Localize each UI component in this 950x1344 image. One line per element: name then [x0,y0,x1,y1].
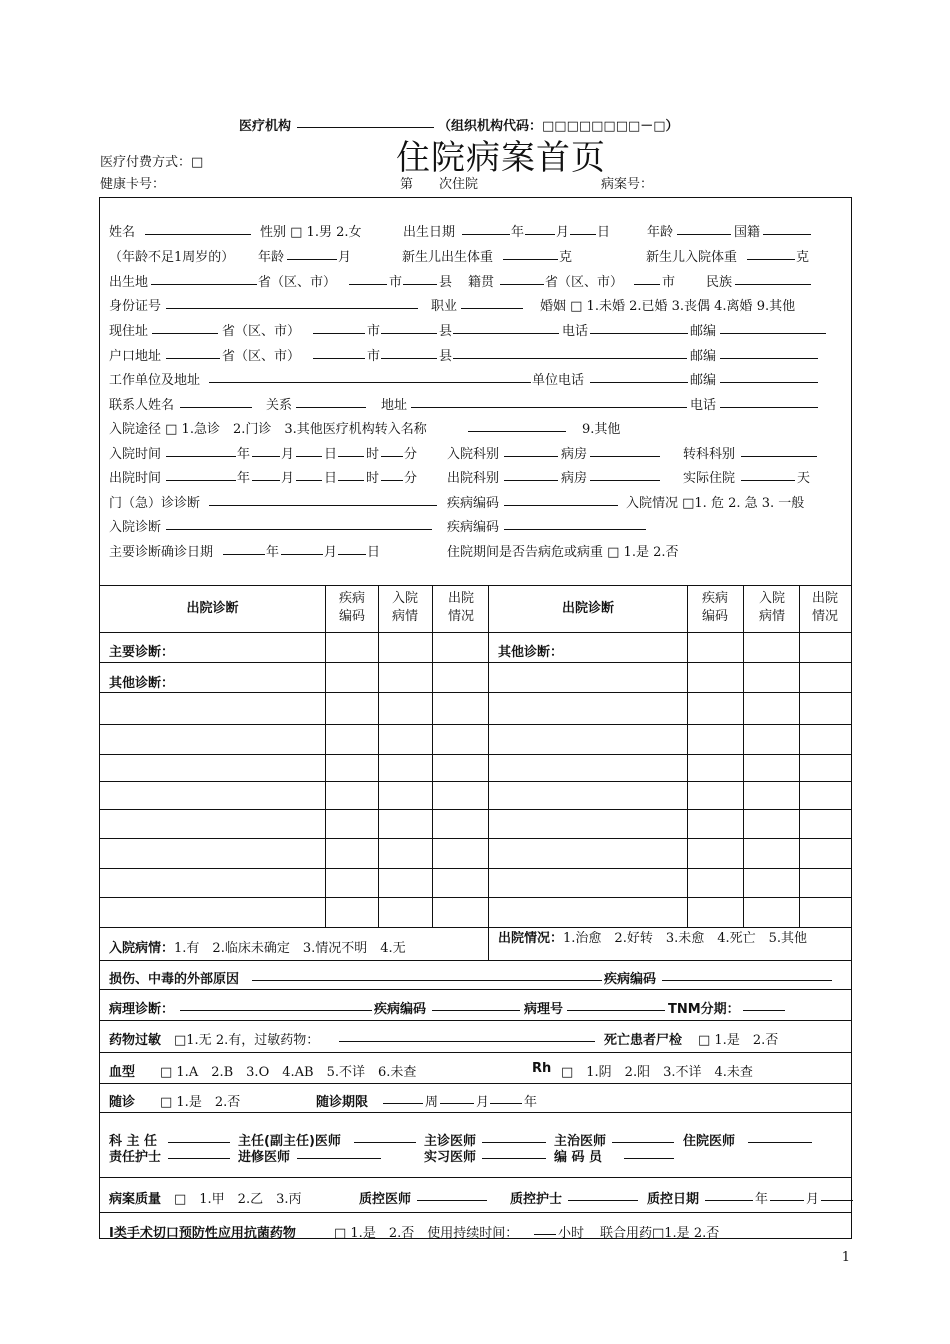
hukou-county-field[interactable] [381,345,437,359]
tnm-field[interactable] [743,997,785,1011]
admit-route-field[interactable]: 入院途径 □ 1.急诊 2.门诊 3.其他医疗机构转入名称 [109,422,427,437]
injury-code-field[interactable] [662,967,832,981]
rh-field[interactable]: □ 1.阴 2.阳 3.不详 4.未查 [561,1065,753,1080]
name-field[interactable] [145,221,251,235]
nurse-label: 责任护士 [109,1150,162,1165]
id-field[interactable] [166,295,418,309]
marriage-field[interactable]: 婚姻 □ 1.未婚 2.已婚 3.丧偶 4.离婚 9.其他 [540,299,796,314]
out-condition-row[interactable] [498,931,848,959]
antibiotic-field[interactable]: □ 1.是 2.否 使用持续时间： [334,1226,519,1241]
unit-phone-field[interactable] [590,369,688,383]
discharge-dept-label: 出院科别 [447,471,500,486]
admit-day-field[interactable] [296,443,322,457]
patho-diag-field[interactable] [180,997,372,1011]
id-label: 身份证号 [109,299,162,314]
discharge-day-field[interactable] [296,467,322,481]
discharge-dept-field[interactable] [504,467,558,481]
work-unit-label: 工作单位及地址 [109,373,201,388]
outpatient-diag-label: 门（急）诊诊断 [109,496,201,511]
institution-field[interactable] [297,114,434,128]
native-label: 籍贯 [468,275,495,290]
current-phone-label: 电话 [562,324,589,339]
current-postcode-label: 邮编 [690,324,717,339]
admit-route-other-field[interactable] [468,418,566,432]
contact-addr-field[interactable] [411,394,687,408]
gender-field[interactable]: 性别 □ 1.男 2.女 [260,225,362,240]
follow-year-unit: 年 [524,1095,538,1110]
ethnic-field[interactable] [735,271,811,285]
native-province-unit: 省（区、市） [545,275,624,290]
relation-label: 关系 [266,398,293,413]
payment-label: 医疗付费方式：□ [100,155,204,170]
org-code-label: （组织机构代码：□□□□□□□□－□） [438,119,679,134]
days-unit: 天 [797,471,811,486]
admit-year-field[interactable] [166,443,236,457]
col-admit-right: 入院病情 [758,591,785,624]
injury-code-label: 疾病编码 [604,972,657,987]
birthplace-province-field[interactable] [151,271,257,285]
hukou-province-field[interactable] [166,345,220,359]
birthplace-city-field[interactable] [349,271,387,285]
confirm-day-unit: 日 [367,545,381,560]
discharge-hour-field[interactable] [338,467,364,481]
attending-field[interactable] [612,1129,674,1143]
confirm-year-field[interactable] [223,541,265,555]
contact-addr-label: 地址 [381,398,408,413]
discharge-year-unit: 年 [237,471,251,486]
day-unit: 日 [597,225,611,240]
patho-no-label: 病理号 [524,1002,564,1017]
col-discharge-diag-left: 出院诊断 [186,601,239,616]
infant-note: （年龄不足1周岁的） [109,250,235,265]
col-out-right: 出院情况 [811,591,838,624]
discharge-hour-unit: 时 [366,471,380,486]
admit-dept-field[interactable] [504,443,558,457]
allergy-drug-field[interactable] [339,1028,595,1042]
admit-condition-options: 1.有 2.临床未确定 3.情况不明 4.无 [174,941,406,956]
occupation-field[interactable] [461,295,523,309]
newborn-admit-weight-label: 新生儿入院体重 [646,250,738,265]
newborn-birth-weight-label: 新生儿出生体重 [402,250,494,265]
current-phone-field[interactable] [590,320,688,334]
confirm-date-label: 主要诊断确诊日期 [109,545,214,560]
gram-unit-2: 克 [796,250,810,265]
hukou-addr-label: 户口地址 [109,349,162,364]
actual-days-field[interactable] [741,467,795,481]
unit-postcode-field[interactable] [720,369,818,383]
allergy-label: 药物过敏 [109,1033,162,1048]
follow-field[interactable]: □ 1.是 2.否 [160,1095,241,1110]
current-addr-label: 现住址 [109,324,149,339]
birth-year-field[interactable] [462,221,510,235]
unit-postcode-label: 邮编 [690,373,717,388]
actual-days-label: 实际住院 [683,471,736,486]
qc-month-unit: 月 [806,1192,820,1207]
admit-day-unit: 日 [324,447,338,462]
patho-diag-label: 病理诊断： [109,1002,175,1017]
occupation-label: 职业 [431,299,458,314]
name-label: 姓名 [109,225,136,240]
confirm-year-unit: 年 [266,545,280,560]
admit-ward-label: 病房 [561,447,588,462]
admit-time-label: 入院时间 [109,447,162,462]
current-addr-province-field[interactable] [152,320,218,334]
follow-period-label: 随诊期限 [316,1095,369,1110]
main-diag-label: 主要诊断： [109,645,175,660]
hukou-city-field[interactable] [313,345,365,359]
attending-label: 主治医师 [554,1134,607,1149]
outpatient-code-field[interactable] [504,492,618,506]
autopsy-label: 死亡患者尸检 [604,1033,683,1048]
admit-condition-row[interactable] [109,937,406,956]
qc-nurse-label: 质控护士 [510,1192,563,1207]
patho-code-field[interactable] [432,997,520,1011]
admit-hour-field[interactable] [338,443,364,457]
birth-day-field[interactable] [570,221,596,235]
relation-field[interactable] [296,394,366,408]
quality-field[interactable]: □ 1.甲 2.乙 3.丙 [174,1192,302,1207]
other-diag-label-right: 其他诊断： [498,645,564,660]
current-county-unit: 县 [439,324,453,339]
week-unit: 周 [425,1095,439,1110]
qc-year-unit: 年 [755,1192,769,1207]
discharge-year-field[interactable] [166,467,236,481]
follow-year-field[interactable] [490,1090,522,1104]
discharge-month-field[interactable] [252,467,280,481]
admit-code-field[interactable] [504,516,646,530]
month-unit: 月 [556,225,570,240]
director-field[interactable] [168,1129,230,1143]
injury-field[interactable] [252,967,602,981]
health-card-label: 健康卡号： [100,177,166,192]
autopsy-field[interactable]: □ 1.是 2.否 [698,1033,779,1048]
admit-minute-field[interactable] [381,443,403,457]
blood-field[interactable]: □ 1.A 2.B 3.O 4.AB 5.不详 6.未查 [160,1065,417,1080]
county-unit: 县 [439,275,453,290]
out-condition-options: 1.治愈 2.好转 3.未愈 4.死亡 5.其他 [563,931,808,946]
gram-unit: 克 [559,250,573,265]
admission-count: 第 次住院 [400,177,479,192]
trainee-label: 进修医师 [238,1150,291,1165]
coder-field[interactable] [624,1145,674,1159]
admit-minute-unit: 分 [404,447,418,462]
qc-doctor-field[interactable] [417,1187,487,1201]
city-unit: 市 [389,275,403,290]
hukou-postcode-label: 邮编 [690,349,717,364]
current-addr-county-field[interactable] [381,320,437,334]
birth-month-field[interactable] [525,221,555,235]
age-field[interactable] [677,221,731,235]
follow-month-field[interactable] [440,1090,474,1104]
chief-field[interactable] [354,1129,416,1143]
qc-nurse-field[interactable] [568,1187,638,1201]
admit-dept-label: 入院科别 [447,447,500,462]
out-condition-label: 出院情况： [498,931,564,946]
native-city-unit: 市 [662,275,676,290]
admit-hour-unit: 时 [366,447,380,462]
newborn-birth-weight-field[interactable] [503,246,558,260]
discharge-minute-unit: 分 [404,471,418,486]
hour-unit: 小时 [558,1226,585,1241]
col-code-left: 疾病编码 [338,591,365,624]
other-diag-label-left: 其他诊断： [109,676,175,691]
resident-label: 住院医师 [683,1134,736,1149]
age-label: 年龄 [647,225,674,240]
transfer-dept-field[interactable] [741,443,817,457]
current-province-unit: 省（区、市） [222,324,301,339]
confirm-day-field[interactable] [338,541,366,555]
nurse-field[interactable] [168,1145,230,1159]
coder-label: 编 码 员 [554,1150,603,1165]
ethnic-label: 民族 [706,275,733,290]
allergy-field[interactable]: □1.无 2.有，过敏药物： [174,1033,320,1048]
blood-label: 血型 [109,1065,136,1080]
attending-main-label: 主诊医师 [424,1134,477,1149]
patho-code-label: 疾病编码 [374,1002,427,1017]
intern-label: 实习医师 [424,1150,477,1165]
nationality-field[interactable] [763,221,811,235]
discharge-minute-field[interactable] [381,467,403,481]
critical-field[interactable]: 住院期间是否告病危或病重 □ 1.是 2.否 [447,545,679,560]
work-unit-field[interactable] [209,369,531,383]
admit-condition-label: 入院病情： [109,941,175,956]
contact-name-label: 联系人姓名 [109,398,175,413]
admit-month-unit: 月 [281,447,295,462]
discharge-ward-label: 病房 [561,471,588,486]
antibiotic-label: Ⅰ类手术切口预防性应用抗菌药物 [109,1226,296,1241]
year-unit: 年 [511,225,525,240]
col-discharge-diag-right: 出院诊断 [561,601,614,616]
confirm-month-field[interactable] [281,541,323,555]
hukou-province-unit: 省（区、市） [222,349,301,364]
outpatient-code-label: 疾病编码 [447,496,500,511]
infant-age-label: 年龄 [258,250,285,265]
discharge-day-unit: 日 [324,471,338,486]
qc-doctor-label: 质控医师 [359,1192,412,1207]
current-addr-city-field[interactable] [313,320,365,334]
current-postcode-field[interactable] [720,320,826,334]
outpatient-diag-field[interactable] [209,492,437,506]
admit-status-field[interactable]: 入院情况 □1. 危 2. 急 3. 一般 [626,496,805,511]
discharge-ward-field[interactable] [590,467,660,481]
unit-phone-label: 单位电话 [532,373,585,388]
contact-phone-label: 电话 [690,398,717,413]
hukou-detail-field[interactable] [453,345,687,359]
contact-phone-field[interactable] [720,394,818,408]
follow-label: 随诊 [109,1095,136,1110]
injury-label: 损伤、中毒的外部原因 [109,972,240,987]
admit-diag-label: 入院诊断 [109,520,162,535]
infant-age-field[interactable] [287,246,337,260]
admit-diag-field[interactable] [166,516,432,530]
hukou-city-unit: 市 [367,349,381,364]
hukou-county-unit: 县 [439,349,453,364]
native-province-field[interactable] [500,271,544,285]
col-out-left: 出院情况 [447,591,474,624]
tnm-label: TNM分期： [668,1002,740,1017]
birthplace-label: 出生地 [109,275,149,290]
chief-label: 主任(副主任)医师 [238,1134,341,1149]
contact-name-field[interactable] [180,394,252,408]
patho-no-field[interactable] [567,997,665,1011]
follow-month-unit: 月 [476,1095,490,1110]
province-unit: 省（区、市） [258,275,337,290]
qc-day-field[interactable] [821,1187,853,1201]
combined-field[interactable]: 联合用药□1.是 2.否 [600,1226,720,1241]
antibiotic-hours-field[interactable] [534,1221,556,1235]
admit-year-unit: 年 [237,447,251,462]
infant-month-unit: 月 [338,250,352,265]
institution-label: 医疗机构 [239,119,292,134]
qc-month-field[interactable] [770,1187,804,1201]
discharge-time-label: 出院时间 [109,471,162,486]
discharge-month-unit: 月 [281,471,295,486]
record-no-label: 病案号： [601,177,654,192]
director-label: 科 主 任 [109,1134,158,1149]
follow-week-field[interactable] [383,1090,423,1104]
current-addr-detail-field[interactable] [453,320,559,334]
page-title: 住院病案首页 [396,138,606,178]
qc-date-label: 质控日期 [647,1192,700,1207]
hukou-postcode-field[interactable] [720,345,818,359]
current-city-unit: 市 [367,324,381,339]
birth-label: 出生日期 [403,225,456,240]
col-admit-left: 入院病情 [391,591,418,624]
admit-route-other-label: 9.其他 [582,422,621,437]
confirm-month-unit: 月 [324,545,338,560]
resident-field[interactable] [748,1129,812,1143]
transfer-dept-label: 转科科别 [683,447,736,462]
intern-field[interactable] [482,1145,546,1159]
col-code-right: 疾病编码 [701,591,728,624]
admit-month-field[interactable] [252,443,280,457]
newborn-admit-weight-field[interactable] [747,246,795,260]
trainee-field[interactable] [297,1145,381,1159]
page-number: 1 [841,1250,850,1265]
admit-ward-field[interactable] [590,443,660,457]
admit-code-label: 疾病编码 [447,520,500,535]
nationality-label: 国籍 [734,225,761,240]
quality-label: 病案质量 [109,1192,162,1207]
rh-label: Rh [532,1061,552,1076]
attending-main-field[interactable] [482,1129,546,1143]
birthplace-county-field[interactable] [403,271,437,285]
native-city-field[interactable] [634,271,660,285]
qc-year-field[interactable] [705,1187,753,1201]
